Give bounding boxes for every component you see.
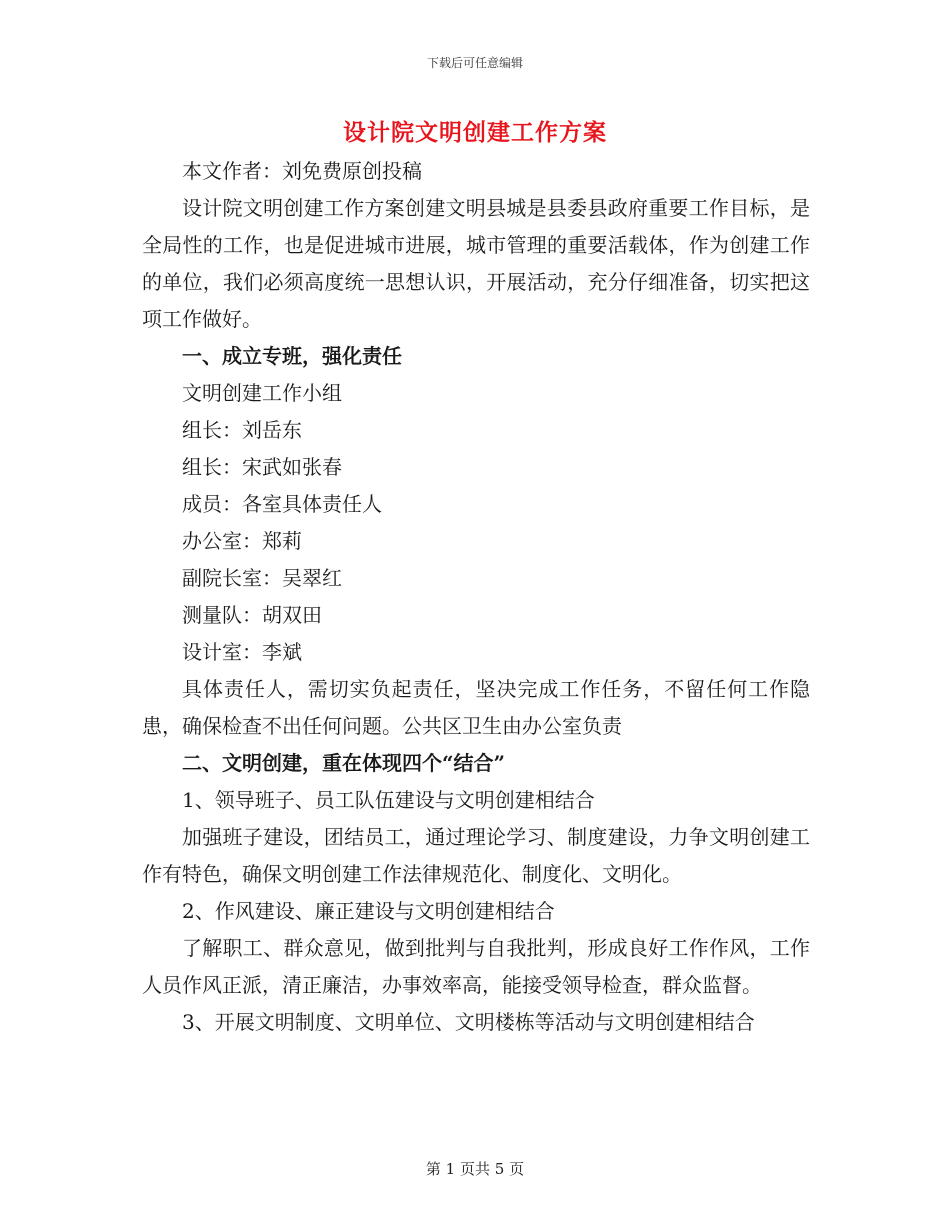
design-office-line: 设计室：李斌: [182, 640, 302, 664]
document-title: 设计院文明创建工作方案: [343, 119, 607, 146]
office-line: 办公室：郑莉: [182, 529, 302, 553]
group-name: 文明创建工作小组: [182, 381, 342, 405]
item-2-heading: 2、作风建设、廉正建设与文明创建相结合: [182, 899, 555, 923]
item-1-heading: 1、领导班子、员工队伍建设与文明创建相结合: [182, 788, 595, 812]
leader-2: 组长：宋武如张春: [182, 455, 342, 479]
leader-1: 组长：刘岳东: [182, 418, 302, 442]
item-2-body: 了解职工、群众意见，做到批判与自我批判，形成良好工作作风，工作人员作风正派，清正廉洁，办事效率高，能接受领导检查，群众监督。: [142, 936, 810, 997]
members-line: 成员：各室具体责任人: [182, 492, 382, 516]
page-header-note: 下载后可任意编辑: [426, 56, 523, 70]
vice-office-line: 副院长室：吴翠红: [182, 566, 342, 590]
page-number: 第 1 页共 5 页: [425, 1160, 525, 1178]
item-3-heading: 3、开展文明制度、文明单位、文明楼栋等活动与文明创建相结合: [182, 1010, 755, 1034]
intro-paragraph: 设计院文明创建工作方案创建文明县城是县委县政府重要工作目标，是全局性的工作，也是促进城市进展，城市管理的重要活载体，作为创建工作的单位，我们必须高度统一思想认识，开展活动，充分仔细准备，切实把这项工作做好。: [142, 196, 810, 331]
item-1-body: 加强班子建设，团结员工，通过理论学习、制度建设，力争文明创建工作有特色，确保文明创建工作法律规范化、制度化、文明化。: [142, 825, 810, 886]
section-2-heading: 二、文明创建，重在体现四个“结合”: [182, 751, 506, 775]
document-body: [142, 153, 810, 1041]
responsibility-paragraph: 具体责任人，需切实负起责任，坚决完成工作任务，不留任何工作隐患，确保检查不出任何问题。公共区卫生由办公室负责: [142, 677, 810, 738]
author-line: 本文作者：刘免费原创投稿: [182, 159, 422, 183]
survey-team-line: 测量队：胡双田: [182, 603, 322, 627]
section-1-heading: 一、成立专班，强化责任: [182, 344, 402, 368]
